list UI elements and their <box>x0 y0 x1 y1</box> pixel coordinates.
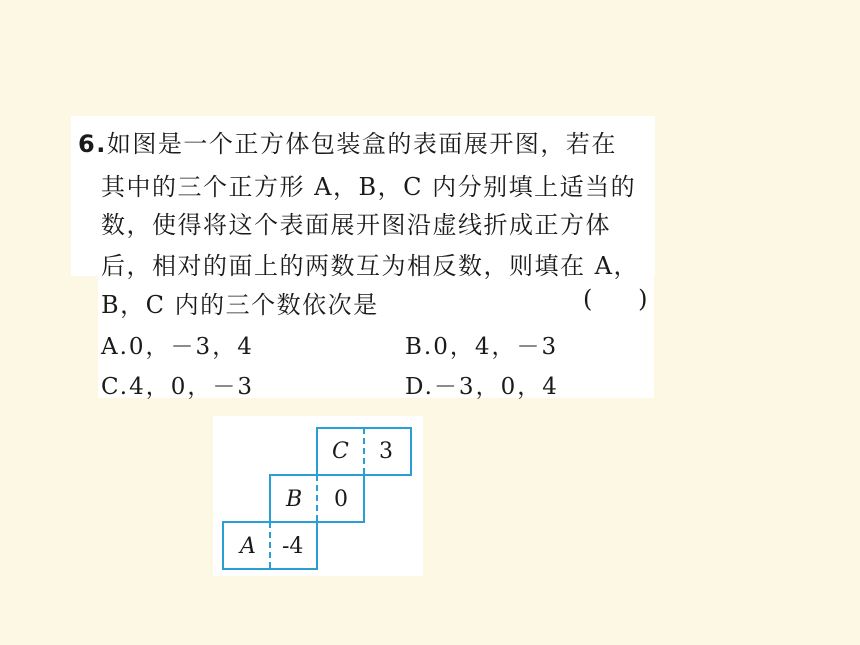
option-a: A.0，－3，4 <box>101 334 254 360</box>
question-line-2: 其中的三个正方形 A，B，C 内分别填上适当的 <box>101 173 637 201</box>
cube-net-figure <box>213 416 423 576</box>
face-label-b: B <box>286 487 303 512</box>
question-line-1: 6.如图是一个正方体包装盒的表面展开图，若在 <box>78 130 617 158</box>
question-line-3: 数，使得将这个表面展开图沿虚线折成正方体 <box>101 211 611 239</box>
answer-parentheses: ( ) <box>583 285 648 313</box>
question-line-5: B，C 内的三个数依次是 <box>101 291 379 319</box>
question-number: 6. <box>78 130 107 158</box>
option-b: B.0，4，－3 <box>405 334 559 360</box>
question-line-4: 后，相对的面上的两数互为相反数，则填在 A， <box>101 252 639 280</box>
face-value-0: 0 <box>334 487 348 512</box>
face-value-neg4: -4 <box>282 534 304 559</box>
option-d: D.－3，0，4 <box>405 374 559 400</box>
face-label-a: A <box>240 534 256 559</box>
face-label-c: C <box>332 439 349 464</box>
option-c: C.4，0，－3 <box>101 374 254 400</box>
face-value-3: 3 <box>379 439 393 464</box>
